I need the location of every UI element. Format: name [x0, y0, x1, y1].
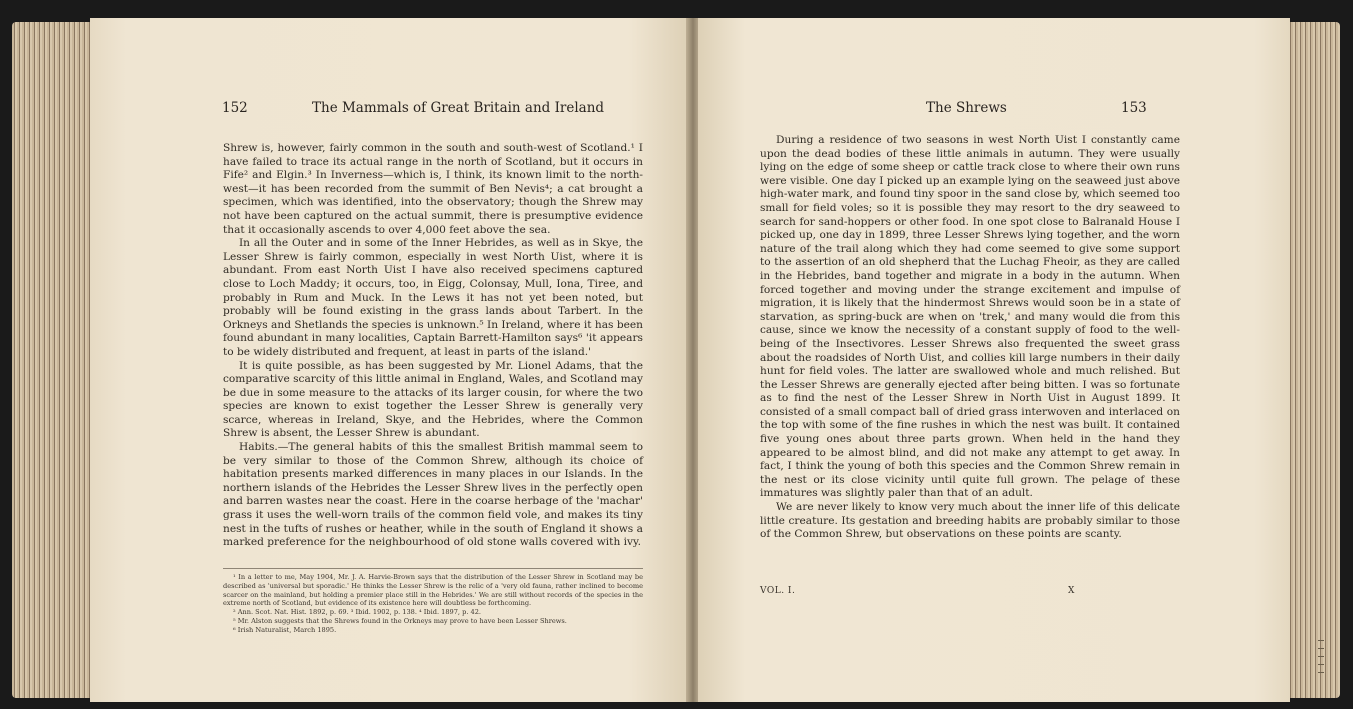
- right-body-text: [760, 134, 1180, 542]
- footnotes: [223, 573, 643, 635]
- right-page-number: 153: [1121, 100, 1147, 116]
- footnote: ¹ In a letter to me, May 1904, Mr. J. A. Harvie-Brown says that the distribution of the Lesser Shrew in Scotland may be described as 'universal but sporadic.' He thinks the Lesser Shrew is the relic of a 'very old fauna, rather inclined to become scarcer on the mainland, but holding a premier place still in the Hebrides.' We are still without records of the species in the extreme north of Scotland, but evidence of its existence here will doubtless be forthcoming.: [223, 573, 643, 608]
- library-label-mark: [1318, 640, 1324, 680]
- left-page: [90, 18, 688, 702]
- volume-signature: VOL. I.: [760, 586, 796, 596]
- paragraph: In all the Outer and in some of the Inner Hebrides, as well as in Skye, the Lesser Shrew is fairly common, especially in west North Uist, where it is abundant. From east North Uist I have also received specimens captured close to Loch Maddy; it occurs, too, in Eigg, Colonsay, Mull, Iona, Tiree, and probably in Rum and Muck. In the Lews it has not yet been noted, but probably will be found existing in the grass lands about Tarbert. In the Orkneys and Shetlands the species is unknown.⁵ In Ireland, where it has been found abundant in many localities, Captain Barrett-Hamilton says⁶ 'it appears to be widely distributed and frequent, at least in parts of the island.': [223, 237, 643, 358]
- gathering-signature: X: [1068, 586, 1075, 596]
- paragraph: We are never likely to know very much about the inner life of this delicate little creature. Its gestation and breeding habits are probably similar to those of the Common Shrew, but observations on these points are scanty.: [760, 501, 1180, 541]
- footnote: ⁶ Irish Naturalist, March 1895.: [233, 625, 337, 634]
- left-body-text: [223, 142, 643, 550]
- right-page: [698, 18, 1290, 702]
- right-page-edges: [1288, 22, 1340, 698]
- left-running-title: The Mammals of Great Britain and Ireland: [312, 100, 605, 116]
- paragraph: During a residence of two seasons in west North Uist I constantly came upon the dead bodies of these little animals in autumn. They were usually lying on the edge of some sheep or cattle track close to where their own runs were visible. One day I picked up an example lying on the seaweed just above high-water mark, and found tiny spoor in the sand close by, which seemed too small for field voles; so it is possible they may resort to the dry seaweed to search for sand-hoppers or other food. In one spot close to Balranald House I picked up, one day in 1899, three Lesser Shrews lying together, and the worn nature of the trail along which they had come seemed to give some support to the assertion of an old shepherd that the Luchag Fheoir, as they are called in the Hebrides, band together and migrate in a body in the autumn. When forced together and moving under the strange excitement and impulse of migration, it is likely that the hindermost Shrews would soon be in a state of starvation, as spring-buck are when on 'trek,' and many would die from this cause, since we know the necessity of a constant supply of food to the well-being of the Insectivores. Lesser Shrews also frequented the sweet grass about the roadsides of North Uist, and collies kill large numbers in their daily hunt for field voles. The latter are swallowed whole and much relished. But the Lesser Shrews are generally ejected after being bitten. I was so fortunate as to find the nest of the Lesser Shrew in North Uist in August 1899. It consisted of a small compact ball of dried grass interwoven and interlaced on the top with some of the fine rushes in which the nest was built. It contained five young ones about three parts grown. When held in the hand they appeared to be almost blind, and did not make any attempt to get away. In fact, I think the young of both this species and the Common Shrew remain in the nest or its close vicinity until quite full grown. The pelage of these immatures was slightly paler than that of an adult.: [760, 134, 1180, 500]
- paragraph: Shrew is, however, fairly common in the south and south-west of Scotland.¹ I have failed to trace its actual range in the north of Scotland, but it occurs in Fife² and Elgin.³ In Inverness—which is, I think, its known limit to the north-west—it has been recorded from the summit of Ben Nevis⁴; a cat brought a specimen, which was identified, into the observatory; though the Shrew may not have been captured on the actual summit, there is presumptive evidence that it occasionally ascends to over 4,000 feet above the sea.: [223, 142, 643, 236]
- paragraph: It is quite possible, as has been suggested by Mr. Lionel Adams, that the comparative scarcity of this little animal in England, Wales, and Scotland may be due in some measure to the attacks of its larger cousin, for where the two species are known to exist together the Lesser Shrew is generally very scarce, whereas in Ireland, Skye, and the Hebrides, where the Common Shrew is absent, the Lesser Shrew is abundant.: [223, 359, 643, 440]
- footnote-rule: [223, 568, 643, 569]
- paragraph: Habits.—The general habits of this the smallest British mammal seem to be very similar to those of the Common Shrew, although its choice of habitation presents marked differences in many places in our Islands. In the northern islands of the Hebrides the Lesser Shrew lives in the perfectly open and barren wastes near the coast. Here in the coarse herbage of the 'machar' grass it uses the well-worn trails of the common field vole, and makes its tiny nest in the tufts of rushes or heather, while in the south of England it shows a marked preference for the neighbourhood of old stone walls covered with ivy.: [223, 441, 643, 549]
- footnote: ⁵ Mr. Alston suggests that the Shrews found in the Orkneys may prove to have been Lesser Shrews.: [233, 616, 567, 625]
- right-running-title: The Shrews: [926, 100, 1007, 116]
- footnote: ² Ann. Scot. Nat. Hist. 1892, p. 69. ³ Ibid. 1902, p. 138. ⁴ Ibid. 1897, p. 42.: [233, 608, 482, 617]
- left-page-number: 152: [222, 100, 248, 116]
- left-page-edges: [12, 22, 92, 698]
